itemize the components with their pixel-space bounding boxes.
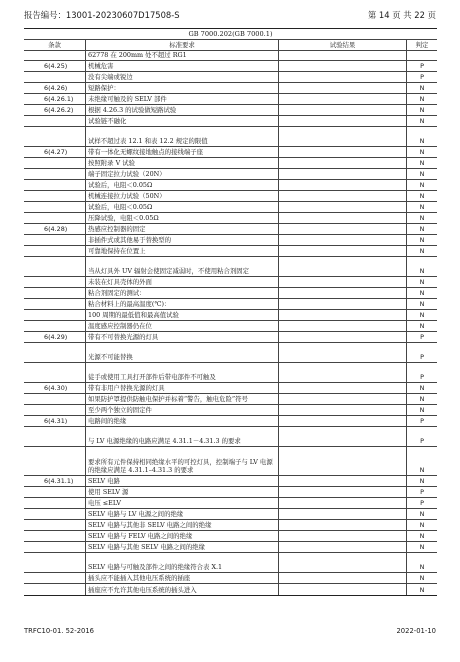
table-row	[24, 542, 437, 553]
requirement-cell: 短路保护：	[86, 83, 279, 93]
result-cell	[279, 383, 407, 393]
requirement-cell: 使用 SELV 源	[86, 487, 279, 497]
verdict-cell: N	[419, 95, 425, 103]
requirement-cell: 带有一体化无螺纹接地触点的接线端子座	[86, 147, 279, 157]
verdict-cell: N	[419, 532, 425, 540]
page-number: 第 14 页 共 22 页	[367, 10, 436, 20]
verdict-cell: N	[419, 586, 425, 594]
requirement-cell: 端子固定拉力试验（20N）	[86, 169, 279, 179]
verdict-cell: N	[419, 192, 425, 200]
requirement-cell: 可靠地保持在位置上	[86, 246, 279, 256]
result-cell	[279, 394, 407, 404]
page-header	[24, 9, 436, 21]
result-cell	[279, 169, 407, 179]
table-row	[24, 116, 437, 127]
result-cell	[279, 520, 407, 530]
clause-cell	[24, 127, 86, 146]
requirement-cell: 如果防护罩提供防触电保护并标着“警告，触电危险”符号	[86, 394, 279, 404]
result-cell	[279, 310, 407, 320]
verdict-cell: N	[419, 289, 425, 297]
verdict-cell: N	[419, 170, 425, 178]
clause-cell	[24, 363, 86, 382]
result-cell	[279, 147, 407, 157]
verdict-cell: N	[419, 236, 425, 244]
verdict-cell: N	[419, 247, 425, 255]
table-row	[24, 277, 437, 288]
clause-cell	[24, 158, 86, 168]
table-row	[24, 257, 437, 277]
verdict-cell: N	[419, 521, 425, 529]
verdict-cell: N	[419, 510, 425, 518]
col-header-result: 试验结果	[279, 40, 407, 50]
table-row	[24, 343, 437, 363]
result-cell	[279, 332, 407, 342]
clause-cell	[24, 310, 86, 320]
result-cell	[279, 573, 407, 583]
result-cell	[279, 202, 407, 212]
requirement-cell: 机械危害	[86, 61, 279, 71]
verdict-cell: N	[419, 225, 425, 233]
table-row	[24, 288, 437, 299]
clause-cell	[24, 542, 86, 552]
table-row	[24, 332, 437, 343]
clause-cell	[24, 169, 86, 179]
requirement-cell: 与 LV 电源绝缘的电路应满足 4.31.1－4.31.3 的要求	[86, 427, 279, 446]
requirement-cell: 根据 4.26.3 的试验做短路试验	[86, 105, 279, 115]
table-row	[24, 427, 437, 447]
result-cell	[279, 246, 407, 256]
result-cell	[279, 127, 407, 146]
requirement-cell: 试验后，电阻＜0.05Ω	[86, 202, 279, 212]
clause-cell	[24, 531, 86, 541]
clause-cell	[24, 180, 86, 190]
clause-cell: 6(4.28)	[24, 224, 86, 234]
requirement-cell: SELV 电路与 FELV 电路之间的绝缘	[86, 531, 279, 541]
clause-cell: 6(4.26)	[24, 83, 86, 93]
clause-cell	[24, 299, 86, 309]
result-cell	[279, 553, 407, 572]
table-row	[24, 553, 437, 573]
clause-cell	[24, 498, 86, 508]
form-number: TRFC10-01. 52-2016	[24, 627, 94, 635]
table-row	[24, 169, 437, 180]
clause-cell	[24, 191, 86, 201]
verdict-cell: P	[420, 333, 424, 341]
result-cell	[279, 416, 407, 426]
clause-cell	[24, 405, 86, 415]
requirement-cell: 要求所有元件保持相同绝缘水平的可控灯具，控制端子与 LV 电源的绝缘应满足 4.31.1–4.31.3 的要求	[86, 447, 279, 475]
result-cell	[279, 509, 407, 519]
verdict-cell: N	[419, 278, 425, 286]
table-row	[24, 520, 437, 531]
verdict-cell: N	[419, 384, 425, 392]
result-cell	[279, 363, 407, 382]
clause-cell	[24, 447, 86, 475]
table-row	[24, 487, 437, 498]
verdict-cell: N	[419, 311, 425, 319]
requirement-cell: 徒手或使用工具打开部件后带电部件不可触及	[86, 363, 279, 382]
col-header-clause: 条款	[24, 40, 86, 50]
table-row	[24, 83, 437, 94]
verdict-cell: P	[420, 373, 424, 381]
verdict-cell: N	[419, 84, 425, 92]
table-row	[24, 299, 437, 310]
requirement-cell: 带有不可替换光源的灯具	[86, 332, 279, 342]
verdict-cell: P	[420, 353, 424, 361]
clause-cell: 6(4.25)	[24, 61, 86, 71]
report-number: 报告编号：13001-20230607D17508-S	[24, 10, 180, 20]
requirement-cell: SELV 电路	[86, 476, 279, 486]
clause-cell	[24, 288, 86, 298]
table-row	[24, 158, 437, 169]
table-row	[24, 405, 437, 416]
verdict-cell: P	[420, 73, 424, 81]
verdict-cell: N	[419, 466, 425, 474]
result-cell	[279, 584, 407, 595]
requirement-cell: 电压 ≤ELV	[86, 498, 279, 508]
requirement-cell: 未装在灯具壳体的外面	[86, 277, 279, 287]
result-cell	[279, 213, 407, 223]
result-cell	[279, 61, 407, 71]
result-cell	[279, 257, 407, 276]
verdict-cell: P	[420, 488, 424, 496]
table-row	[24, 509, 437, 520]
clause-cell	[24, 213, 86, 223]
table-row	[24, 224, 437, 235]
table-row	[24, 72, 437, 83]
table-body	[24, 51, 437, 595]
verdict-cell: N	[419, 543, 425, 551]
verdict-cell: N	[419, 214, 425, 222]
requirement-cell: 非插件式或其他易于替换型的	[86, 235, 279, 245]
verdict-cell: P	[420, 437, 424, 445]
verdict-cell: N	[419, 267, 425, 275]
clause-cell	[24, 235, 86, 245]
clause-cell	[24, 394, 86, 404]
requirement-cell: SELV 电路与可触及部件之间的绝缘符合表 X.1	[86, 553, 279, 572]
clause-cell: 6(4.30)	[24, 383, 86, 393]
table-row	[24, 246, 437, 257]
verdict-cell: N	[419, 406, 425, 414]
requirement-cell: 粘合材料上的最高温度(℃)：	[86, 299, 279, 309]
clause-cell: 6(4.27)	[24, 147, 86, 157]
result-cell	[279, 321, 407, 331]
table-row	[24, 51, 437, 61]
result-cell	[279, 288, 407, 298]
clause-cell	[24, 257, 86, 276]
verdict-cell: N	[419, 203, 425, 211]
requirement-cell: SELV 电路与其他非 SELV 电路之间的绝缘	[86, 520, 279, 530]
requirement-cell: 62778 在 200mm 处不超过 RG1	[86, 51, 279, 60]
requirement-cell: 带有非用户替换光源的灯具	[86, 383, 279, 393]
result-cell	[279, 487, 407, 497]
verdict-cell: N	[419, 148, 425, 156]
result-cell	[279, 158, 407, 168]
result-cell	[279, 224, 407, 234]
result-cell	[279, 277, 407, 287]
result-cell	[279, 105, 407, 115]
table-row	[24, 310, 437, 321]
requirement-cell: 粘合剂固定的测试：	[86, 288, 279, 298]
requirement-cell: 试样不超过表 12.1 和表 12.2 规定的限值	[86, 127, 279, 146]
table-row	[24, 394, 437, 405]
requirement-cell: 插头应不能插入其他电压系统的插座	[86, 573, 279, 583]
table-row	[24, 94, 437, 105]
clause-cell	[24, 246, 86, 256]
clause-cell	[24, 321, 86, 331]
clause-cell: 6(4.26.1)	[24, 94, 86, 104]
verdict-cell: N	[419, 106, 425, 114]
table-row	[24, 476, 437, 487]
requirement-cell: SELV 电路与其他 SELV 电路之间的绝缘	[86, 542, 279, 552]
requirement-cell: SELV 电路与 LV 电源之间的绝缘	[86, 509, 279, 519]
requirement-cell: 温度感应控制器仍在位	[86, 321, 279, 331]
result-cell	[279, 191, 407, 201]
clause-cell: 6(4.31.1)	[24, 476, 86, 486]
verdict-cell: N	[419, 563, 425, 571]
table-row	[24, 498, 437, 509]
verdict-cell: N	[419, 137, 425, 145]
verdict-cell: N	[419, 477, 425, 485]
result-cell	[279, 94, 407, 104]
col-header-verdict: 判定	[415, 41, 429, 49]
table-row	[24, 180, 437, 191]
clause-cell	[24, 116, 86, 126]
table-row	[24, 363, 437, 383]
verdict-cell: N	[419, 322, 425, 330]
result-cell	[279, 180, 407, 190]
table-row	[24, 383, 437, 394]
result-cell	[279, 542, 407, 552]
test-results-table	[24, 28, 437, 596]
clause-cell	[24, 584, 86, 595]
verdict-cell: N	[419, 159, 425, 167]
result-cell	[279, 531, 407, 541]
table-row	[24, 105, 437, 116]
clause-cell	[24, 202, 86, 212]
verdict-cell: P	[420, 499, 424, 507]
table-row	[24, 573, 437, 584]
requirement-cell: 试验后，电阻＜0.05Ω	[86, 180, 279, 190]
table-row	[24, 235, 437, 246]
table-row	[24, 584, 437, 595]
clause-cell	[24, 277, 86, 287]
result-cell	[279, 116, 407, 126]
result-cell	[279, 343, 407, 362]
requirement-cell: 光源不可能替换	[86, 343, 279, 362]
table-row	[24, 202, 437, 213]
verdict-cell: N	[419, 117, 425, 125]
clause-cell	[24, 520, 86, 530]
requirement-cell: 插座应不允许其他电压系统的插头进入	[86, 584, 279, 595]
clause-cell: 6(4.31)	[24, 416, 86, 426]
result-cell	[279, 51, 407, 60]
requirement-cell: 至少两个独立的固定件	[86, 405, 279, 415]
requirement-cell: 按照附录 V 试验	[86, 158, 279, 168]
requirement-cell: 未绝缘可触及的 SELV 部件	[86, 94, 279, 104]
clause-cell	[24, 51, 86, 60]
table-row	[24, 531, 437, 542]
verdict-cell: P	[420, 417, 424, 425]
clause-cell	[24, 72, 86, 82]
page-footer	[24, 626, 436, 636]
verdict-cell: N	[419, 395, 425, 403]
col-header-requirement: 标准要求	[86, 40, 279, 50]
clause-cell: 6(4.29)	[24, 332, 86, 342]
result-cell	[279, 427, 407, 446]
result-cell	[279, 405, 407, 415]
requirement-cell: 100 周期的最低值和最高值试验	[86, 310, 279, 320]
requirement-cell: 没有尖端或锐边	[86, 72, 279, 82]
requirement-cell: 当从灯具外 UV 辐射会使固定减弱时，不使用粘合剂固定	[86, 257, 279, 276]
clause-cell	[24, 487, 86, 497]
table-header-row	[24, 40, 437, 51]
table-row	[24, 213, 437, 224]
verdict-cell: N	[419, 181, 425, 189]
table-row	[24, 191, 437, 202]
standard-caption: GB 7000.202(GB 7000.1)	[24, 29, 437, 40]
clause-cell	[24, 573, 86, 583]
result-cell	[279, 72, 407, 82]
verdict-cell	[407, 51, 437, 60]
table-row	[24, 147, 437, 158]
verdict-cell: N	[419, 300, 425, 308]
table-row	[24, 416, 437, 427]
result-cell	[279, 447, 407, 475]
requirement-cell: 压降试验，电阻＜0.05Ω	[86, 213, 279, 223]
clause-cell	[24, 427, 86, 446]
requirement-cell: 热感应控制器的固定	[86, 224, 279, 234]
clause-cell	[24, 509, 86, 519]
clause-cell	[24, 343, 86, 362]
verdict-cell: P	[420, 62, 424, 70]
clause-cell	[24, 553, 86, 572]
result-cell	[279, 299, 407, 309]
clause-cell: 6(4.26.2)	[24, 105, 86, 115]
form-date: 2022-01-10	[396, 627, 436, 635]
verdict-cell: N	[419, 574, 425, 582]
result-cell	[279, 498, 407, 508]
table-row	[24, 447, 437, 476]
result-cell	[279, 476, 407, 486]
table-row	[24, 61, 437, 72]
table-row	[24, 321, 437, 332]
result-cell	[279, 83, 407, 93]
requirement-cell: 电路间的绝缘	[86, 416, 279, 426]
requirement-cell: 试验链不融化	[86, 116, 279, 126]
requirement-cell: 机械连接拉力试验（50N）	[86, 191, 279, 201]
table-row	[24, 127, 437, 147]
result-cell	[279, 235, 407, 245]
